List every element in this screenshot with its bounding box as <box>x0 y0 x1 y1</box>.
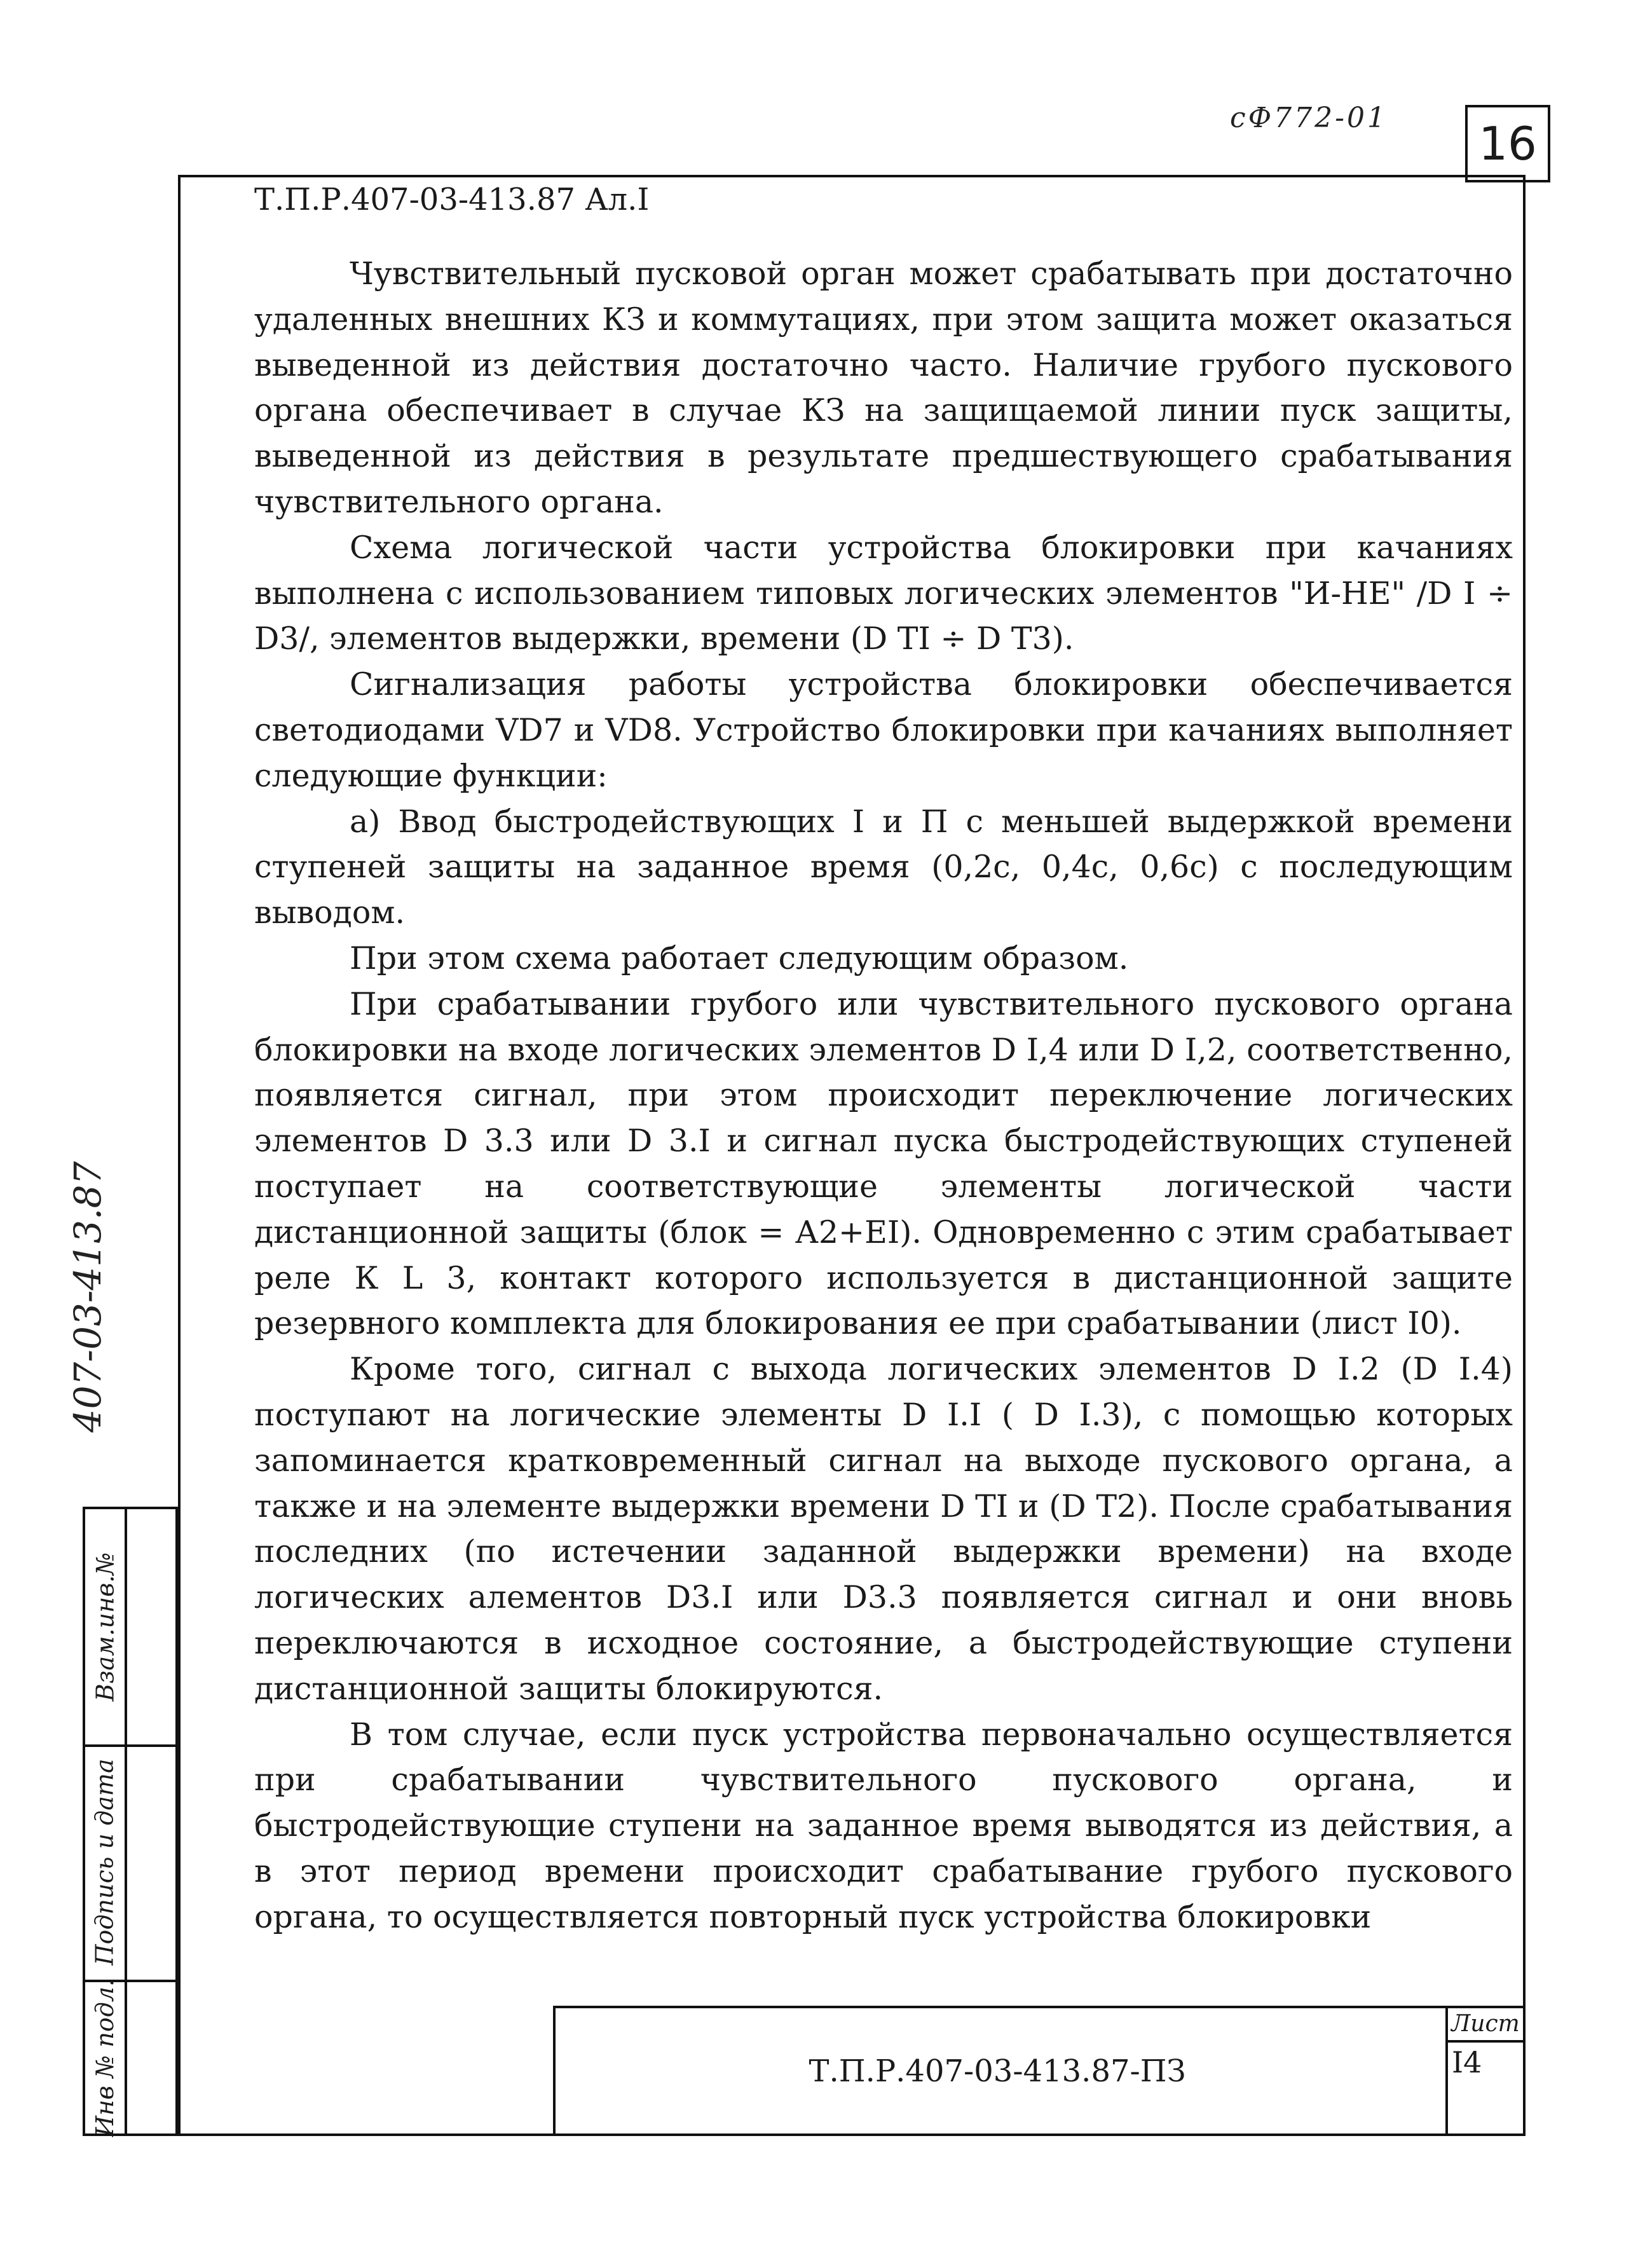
document-header: Т.П.Р.407-03-413.87 Ал.I <box>254 182 650 217</box>
paragraph: В том случае, если пуск устройства первоначально осуществляется при срабатывании чувствительного пускового органа, и быстродействующие ступени на заданное время выводятся из действия, а в этот период времени происходит срабатывание грубого пускового органа, то осуществляется повторный пуск устройства блокировки <box>254 1716 1513 1935</box>
paragraph: а) Ввод быстродействующих I и П с меньшей выдержкой времени ступеней защиты на заданное время (0,2с, 0,4с, 0,6с) с последующим выводом. <box>254 803 1513 931</box>
paragraph: Кроме того, сигнал с выхода логических элементов D I.2 (D I.4) поступают на логические элементы D I.I ( D I.3), с помощью которых запоминается кратковременный сигнал на выходе пускового органа, а также и на элементе выдержки времени D TI и (D T2). После срабатывания последних (по истечении заданной выдержки времени) на входе логических алементов D3.I или D3.3 появляется сигнал и они вновь переключаются в исходное состояние, а быстродействующие ступени дистанционной защиты блокируются. <box>254 1351 1513 1707</box>
left-margin-code: 407-03-413.87 <box>66 1161 109 1433</box>
archive-code: сФ772-01 <box>1230 102 1388 134</box>
stamp-replaced-inv: Взам.инв.№ <box>91 1552 119 1702</box>
sheet-number: I4 <box>1452 2045 1482 2079</box>
paragraph: Сигнализация работы устройства блокировки обеспечивается светодиодами VD7 и VD8. Устройство блокировки при качаниях выполняет следующие функции: <box>254 666 1513 794</box>
paragraph: При срабатывании грубого или чувствительного пускового органа блокировки на входе логических элементов D I,4 или D I,2, соответственно, появляется сигнал, при этом происходит переключение логических элементов D 3.3 или D 3.I и сигнал пуска быстродействующих ступеней поступает на соответствующие элементы логической части дистанционной защиты (блок = А2+ЕI). Одновременно с этим срабатывает реле К L 3, контакт которого используется в дистанционной защите резервного комплекта для блокирования ее при срабатывании (лист I0). <box>254 985 1513 1342</box>
title-block-code: Т.П.Р.407-03-413.87-ПЗ <box>809 2053 1186 2089</box>
page-number: 16 <box>1465 105 1550 182</box>
paragraph: При этом схема работает следующим образом. <box>350 940 1129 976</box>
sheet-label: Лист <box>1448 2008 1523 2043</box>
paragraph: Чувствительный пусковой орган может срабатывать при достаточно удаленных внешних КЗ и коммутациях, при этом защита может оказаться выведенной из действия достаточно часто. Наличие грубого пускового органа обеспечивает в случае КЗ на защищаемой линии пуск защиты, выведенной из действия в результате предшествующего срабатывания чувствительного органа. <box>254 256 1513 520</box>
sheet-cell <box>1445 2008 1523 2133</box>
paragraph: Схема логической части устройства блокировки при качаниях выполнена с использованием типовых логических элементов "И-НЕ" /D I ÷ D3/, элементов выдержки, времени (D TI ÷ D T3). <box>254 529 1513 657</box>
stamp-inv-original: Инв № подл. <box>91 1978 119 2137</box>
stamp-signature-date: Подпись и дата <box>91 1758 119 1966</box>
side-stamp <box>83 1507 178 2136</box>
body-text <box>254 251 1513 1940</box>
title-block <box>553 2006 1526 2136</box>
